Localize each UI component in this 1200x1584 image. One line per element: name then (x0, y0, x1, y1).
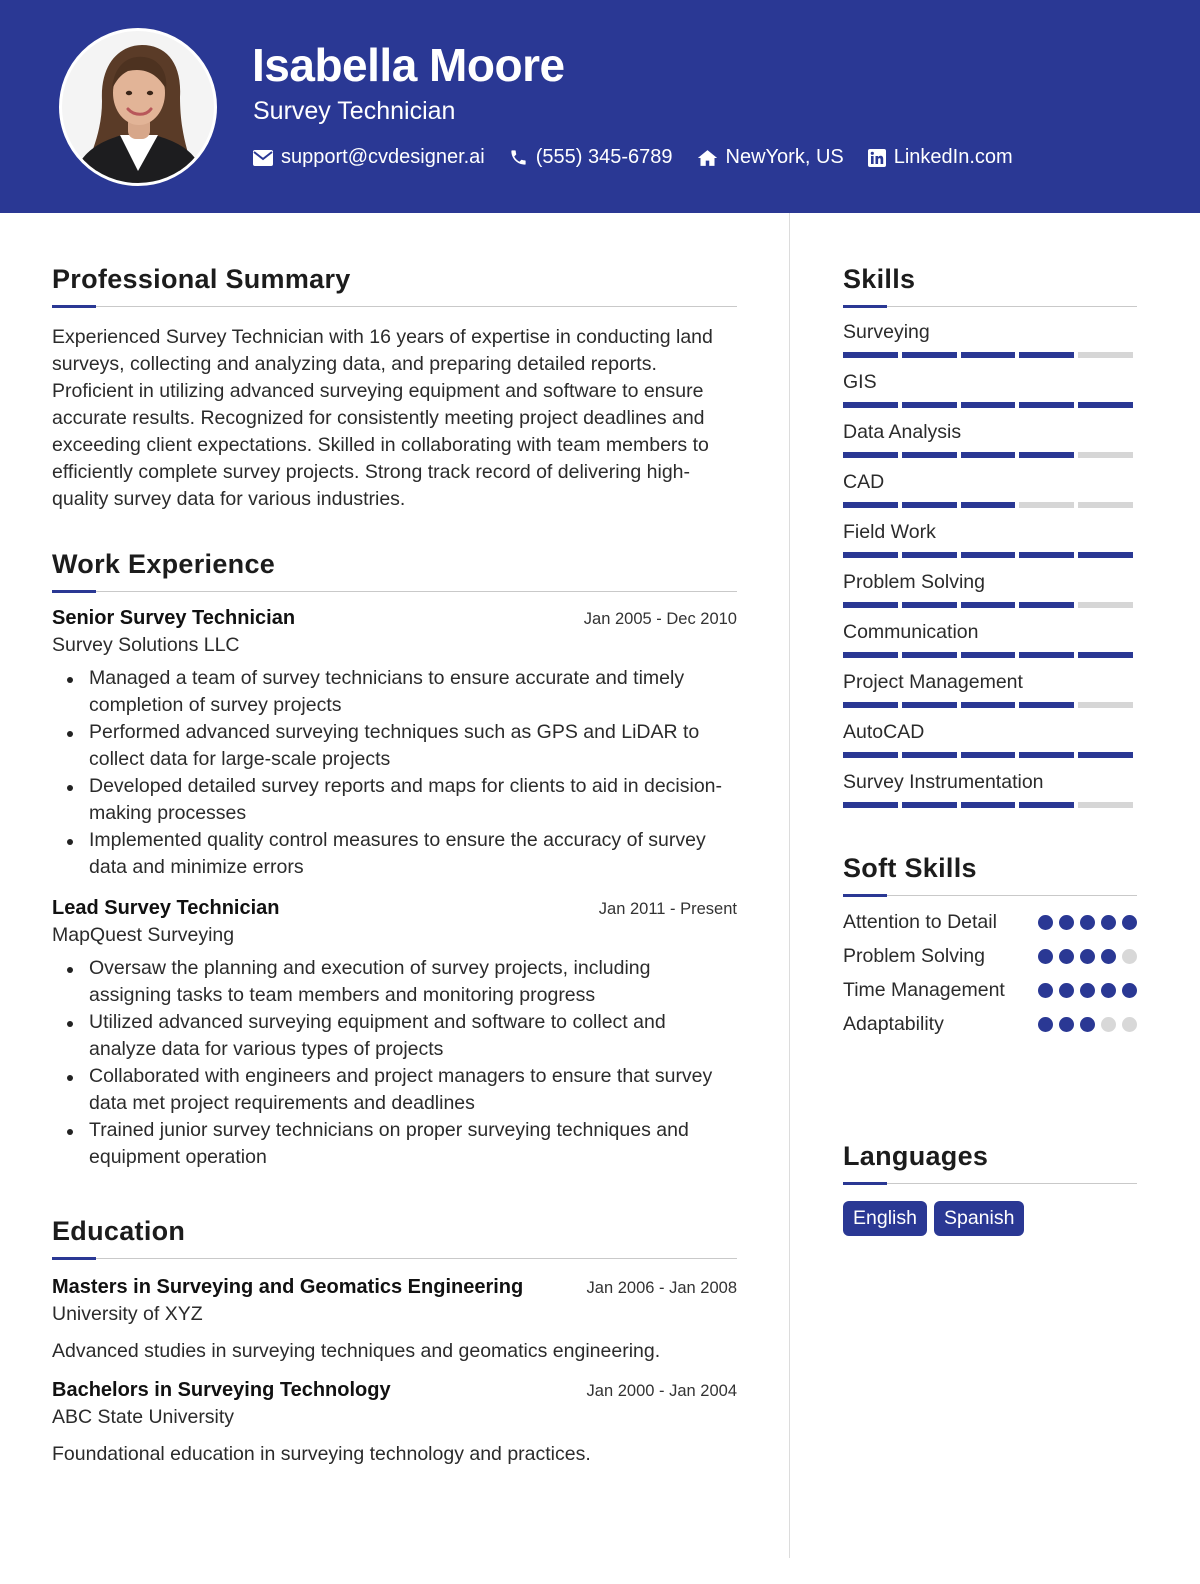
skill-item (843, 421, 1137, 458)
skill-item (843, 721, 1137, 758)
degree-dates: Jan 2000 - Jan 2004 (586, 1382, 737, 1400)
skill-level-segment (1078, 702, 1133, 708)
contact-email[interactable] (253, 146, 485, 169)
job-bullet: Collaborated with engineers and project managers to ensure that survey data met project requirements and deadlines (52, 1063, 737, 1117)
language-tag: English (843, 1201, 927, 1236)
profile-photo-icon (62, 31, 214, 183)
skill-level-segment (961, 652, 1016, 658)
skill-level-segment (902, 402, 957, 408)
job-bullet: Performed advanced surveying techniques such as GPS and LiDAR to collect data for large-scale projects (52, 719, 737, 773)
soft-skill-rating (1032, 915, 1137, 930)
skill-level-segment (843, 352, 898, 358)
soft-skill-item (843, 1011, 1137, 1038)
job-bullet: Developed detailed survey reports and maps for clients to aid in decision-making processes (52, 773, 737, 827)
skill-name: Surveying (843, 321, 930, 343)
skill-level-segment (1078, 752, 1133, 758)
skill-name: Communication (843, 621, 979, 643)
section-rule (52, 590, 737, 593)
skill-level-segment (843, 652, 898, 658)
rating-dot (1038, 915, 1053, 930)
degree-title: Masters in Surveying and Geomatics Engineering (52, 1276, 524, 1298)
soft-skills-list (843, 909, 1137, 1038)
rating-dot (1122, 949, 1137, 964)
skill-item (843, 371, 1137, 408)
skill-level-segment (843, 452, 898, 458)
phone-icon (509, 148, 528, 167)
rating-dot (1122, 1017, 1137, 1032)
skill-level-segment (902, 452, 957, 458)
skill-level-segment (1019, 552, 1074, 558)
summary-section (52, 264, 737, 513)
contact-location (697, 146, 844, 169)
education-heading: Education (52, 1216, 186, 1246)
skill-level-bar (843, 702, 1137, 708)
languages-heading: Languages (843, 1141, 989, 1171)
job-title: Senior Survey Technician (52, 607, 296, 629)
rating-dot (1059, 949, 1074, 964)
skill-level-bar (843, 802, 1137, 808)
skill-level-segment (961, 702, 1016, 708)
rating-dot (1038, 1017, 1053, 1032)
skill-item (843, 321, 1137, 358)
soft-skill-item (843, 909, 1137, 936)
skill-item (843, 671, 1137, 708)
soft-skill-name: Time Management (843, 979, 1005, 1001)
skill-level-segment (961, 502, 1016, 508)
skill-level-segment (1019, 752, 1074, 758)
summary-heading: Professional Summary (52, 264, 351, 294)
section-rule (843, 894, 1137, 897)
column-divider (789, 213, 790, 1558)
skill-name: AutoCAD (843, 721, 925, 743)
skill-level-segment (843, 702, 898, 708)
skill-name: Data Analysis (843, 421, 962, 443)
skill-level-bar (843, 552, 1137, 558)
job-bullet: Implemented quality control measures to ensure the accuracy of survey data and minimize errors (52, 827, 737, 881)
rating-dot (1038, 983, 1053, 998)
section-rule (843, 305, 1137, 308)
skill-level-segment (961, 352, 1016, 358)
soft-skills-section (843, 853, 1137, 1038)
skill-name: Survey Instrumentation (843, 771, 1044, 793)
profile-photo (59, 28, 217, 186)
skill-level-bar (843, 402, 1137, 408)
skill-level-segment (902, 752, 957, 758)
degree-title: Bachelors in Surveying Technology (52, 1379, 391, 1401)
summary-text: Experienced Survey Technician with 16 years of expertise in conducting land surveys, collecting and analyzing data, and preparing detailed reports. Proficient in utilizing advanced surveying equipment and software to ensure accurate results. Recognized for consistently meeting project deadlines and exceeding client expectations. Skilled in collaborating with team members to efficiently complete survey projects. Strong track record of delivering high-quality survey data for various industries. (52, 326, 713, 510)
contact-linkedin[interactable] (868, 146, 1013, 169)
job-dates: Jan 2011 - Present (598, 900, 737, 918)
contact-phone-text: (555) 345-6789 (535, 146, 673, 168)
skill-level-segment (902, 702, 957, 708)
job-bullet: Oversaw the planning and execution of survey projects, including assigning tasks to team members and monitoring progress (52, 955, 737, 1009)
skill-level-segment (843, 752, 898, 758)
job-bullets (52, 665, 737, 881)
skills-list (843, 321, 1137, 808)
skills-section (843, 264, 1137, 808)
section-rule (52, 305, 737, 308)
contact-row (253, 146, 1037, 169)
experience-section (52, 549, 737, 1171)
skill-level-segment (902, 802, 957, 808)
rating-dot (1101, 949, 1116, 964)
contact-email-text: support@cvdesigner.ai (281, 146, 485, 168)
job-entry (52, 897, 737, 1171)
skill-item (843, 521, 1137, 558)
skill-level-segment (1019, 702, 1074, 708)
language-tag: Spanish (934, 1201, 1024, 1236)
skill-level-segment (961, 602, 1016, 608)
contact-linkedin-text: LinkedIn.com (893, 146, 1013, 168)
skill-level-segment (843, 402, 898, 408)
skill-name: GIS (843, 371, 877, 393)
soft-skill-name: Adaptability (843, 1013, 944, 1035)
header-banner (0, 0, 1200, 213)
contact-location-text: NewYork, US (725, 146, 844, 168)
rating-dot (1038, 949, 1053, 964)
candidate-name: Isabella Moore (252, 39, 565, 91)
job-company: Survey Solutions LLC (52, 634, 240, 656)
skill-level-segment (1078, 402, 1133, 408)
rating-dot (1122, 983, 1137, 998)
skill-level-segment (1078, 602, 1133, 608)
skill-level-bar (843, 652, 1137, 658)
degree-description: Advanced studies in surveying techniques and geomatics engineering. (52, 1340, 661, 1362)
job-bullet: Utilized advanced surveying equipment and software to collect and analyze data for various types of projects (52, 1009, 737, 1063)
languages-section (843, 1141, 1137, 1236)
rating-dot (1101, 915, 1116, 930)
skill-name: Field Work (843, 521, 936, 543)
skill-level-segment (961, 802, 1016, 808)
skill-level-segment (843, 552, 898, 558)
section-rule (52, 1257, 737, 1260)
skill-level-segment (961, 452, 1016, 458)
skill-level-bar (843, 752, 1137, 758)
skill-level-segment (902, 352, 957, 358)
skill-level-segment (1019, 502, 1074, 508)
job-entry (52, 607, 737, 881)
skill-level-bar (843, 602, 1137, 608)
soft-skill-rating (1032, 1017, 1137, 1032)
envelope-icon (253, 150, 273, 166)
rating-dot (1059, 915, 1074, 930)
job-bullet: Managed a team of survey technicians to ensure accurate and timely completion of survey projects (52, 665, 737, 719)
skill-level-segment (902, 602, 957, 608)
rating-dot (1080, 983, 1095, 998)
skill-item (843, 621, 1137, 658)
skill-name: CAD (843, 471, 885, 493)
rating-dot (1101, 983, 1116, 998)
skill-level-segment (843, 602, 898, 608)
skill-item (843, 471, 1137, 508)
rating-dot (1080, 949, 1095, 964)
soft-skills-heading: Soft Skills (843, 853, 977, 883)
section-rule (843, 1182, 1137, 1185)
skill-level-segment (1019, 402, 1074, 408)
school-name: ABC State University (52, 1406, 235, 1428)
skill-level-segment (1078, 802, 1133, 808)
rating-dot (1122, 915, 1137, 930)
experience-heading: Work Experience (52, 549, 276, 579)
contact-phone[interactable] (509, 146, 673, 169)
soft-skill-name: Attention to Detail (843, 911, 997, 933)
skill-level-bar (843, 452, 1137, 458)
skill-level-segment (1078, 452, 1133, 458)
job-title: Lead Survey Technician (52, 897, 280, 919)
soft-skill-item (843, 977, 1137, 1004)
rating-dot (1059, 1017, 1074, 1032)
degree-dates: Jan 2006 - Jan 2008 (586, 1279, 737, 1297)
skill-level-segment (1078, 502, 1133, 508)
home-icon (697, 149, 718, 167)
skill-item (843, 771, 1137, 808)
degree-description: Foundational education in surveying technology and practices. (52, 1443, 591, 1465)
education-section (52, 1216, 737, 1466)
skill-level-segment (1078, 652, 1133, 658)
skill-level-segment (1019, 652, 1074, 658)
skill-level-segment (1078, 352, 1133, 358)
soft-skill-item (843, 943, 1137, 970)
skill-level-segment (843, 502, 898, 508)
skill-level-bar (843, 502, 1137, 508)
linkedin-icon (868, 149, 886, 167)
skill-level-segment (1019, 452, 1074, 458)
job-bullet: Trained junior survey technicians on proper surveying techniques and equipment operation (52, 1117, 737, 1171)
rating-dot (1080, 1017, 1095, 1032)
rating-dot (1059, 983, 1074, 998)
soft-skill-rating (1032, 949, 1137, 964)
skill-level-segment (902, 552, 957, 558)
rating-dot (1080, 915, 1095, 930)
languages-list (843, 1201, 1137, 1236)
skill-level-bar (843, 352, 1137, 358)
skill-level-segment (902, 652, 957, 658)
skill-item (843, 571, 1137, 608)
skill-level-segment (961, 552, 1016, 558)
soft-skill-name: Problem Solving (843, 945, 985, 967)
rating-dot (1101, 1017, 1116, 1032)
skill-level-segment (1019, 802, 1074, 808)
job-company: MapQuest Surveying (52, 924, 235, 946)
skill-level-segment (961, 402, 1016, 408)
school-name: University of XYZ (52, 1303, 203, 1325)
candidate-title: Survey Technician (253, 97, 456, 125)
skill-level-segment (1019, 352, 1074, 358)
job-dates: Jan 2005 - Dec 2010 (583, 610, 737, 628)
skill-level-segment (961, 752, 1016, 758)
skill-level-segment (1019, 602, 1074, 608)
skill-level-segment (902, 502, 957, 508)
skill-level-segment (1078, 552, 1133, 558)
skill-level-segment (843, 802, 898, 808)
education-entry (52, 1379, 737, 1466)
skill-name: Problem Solving (843, 571, 985, 593)
skill-name: Project Management (843, 671, 1023, 693)
job-bullets (52, 955, 737, 1171)
education-entry (52, 1276, 737, 1363)
soft-skill-rating (1032, 983, 1137, 998)
skills-heading: Skills (843, 264, 916, 294)
